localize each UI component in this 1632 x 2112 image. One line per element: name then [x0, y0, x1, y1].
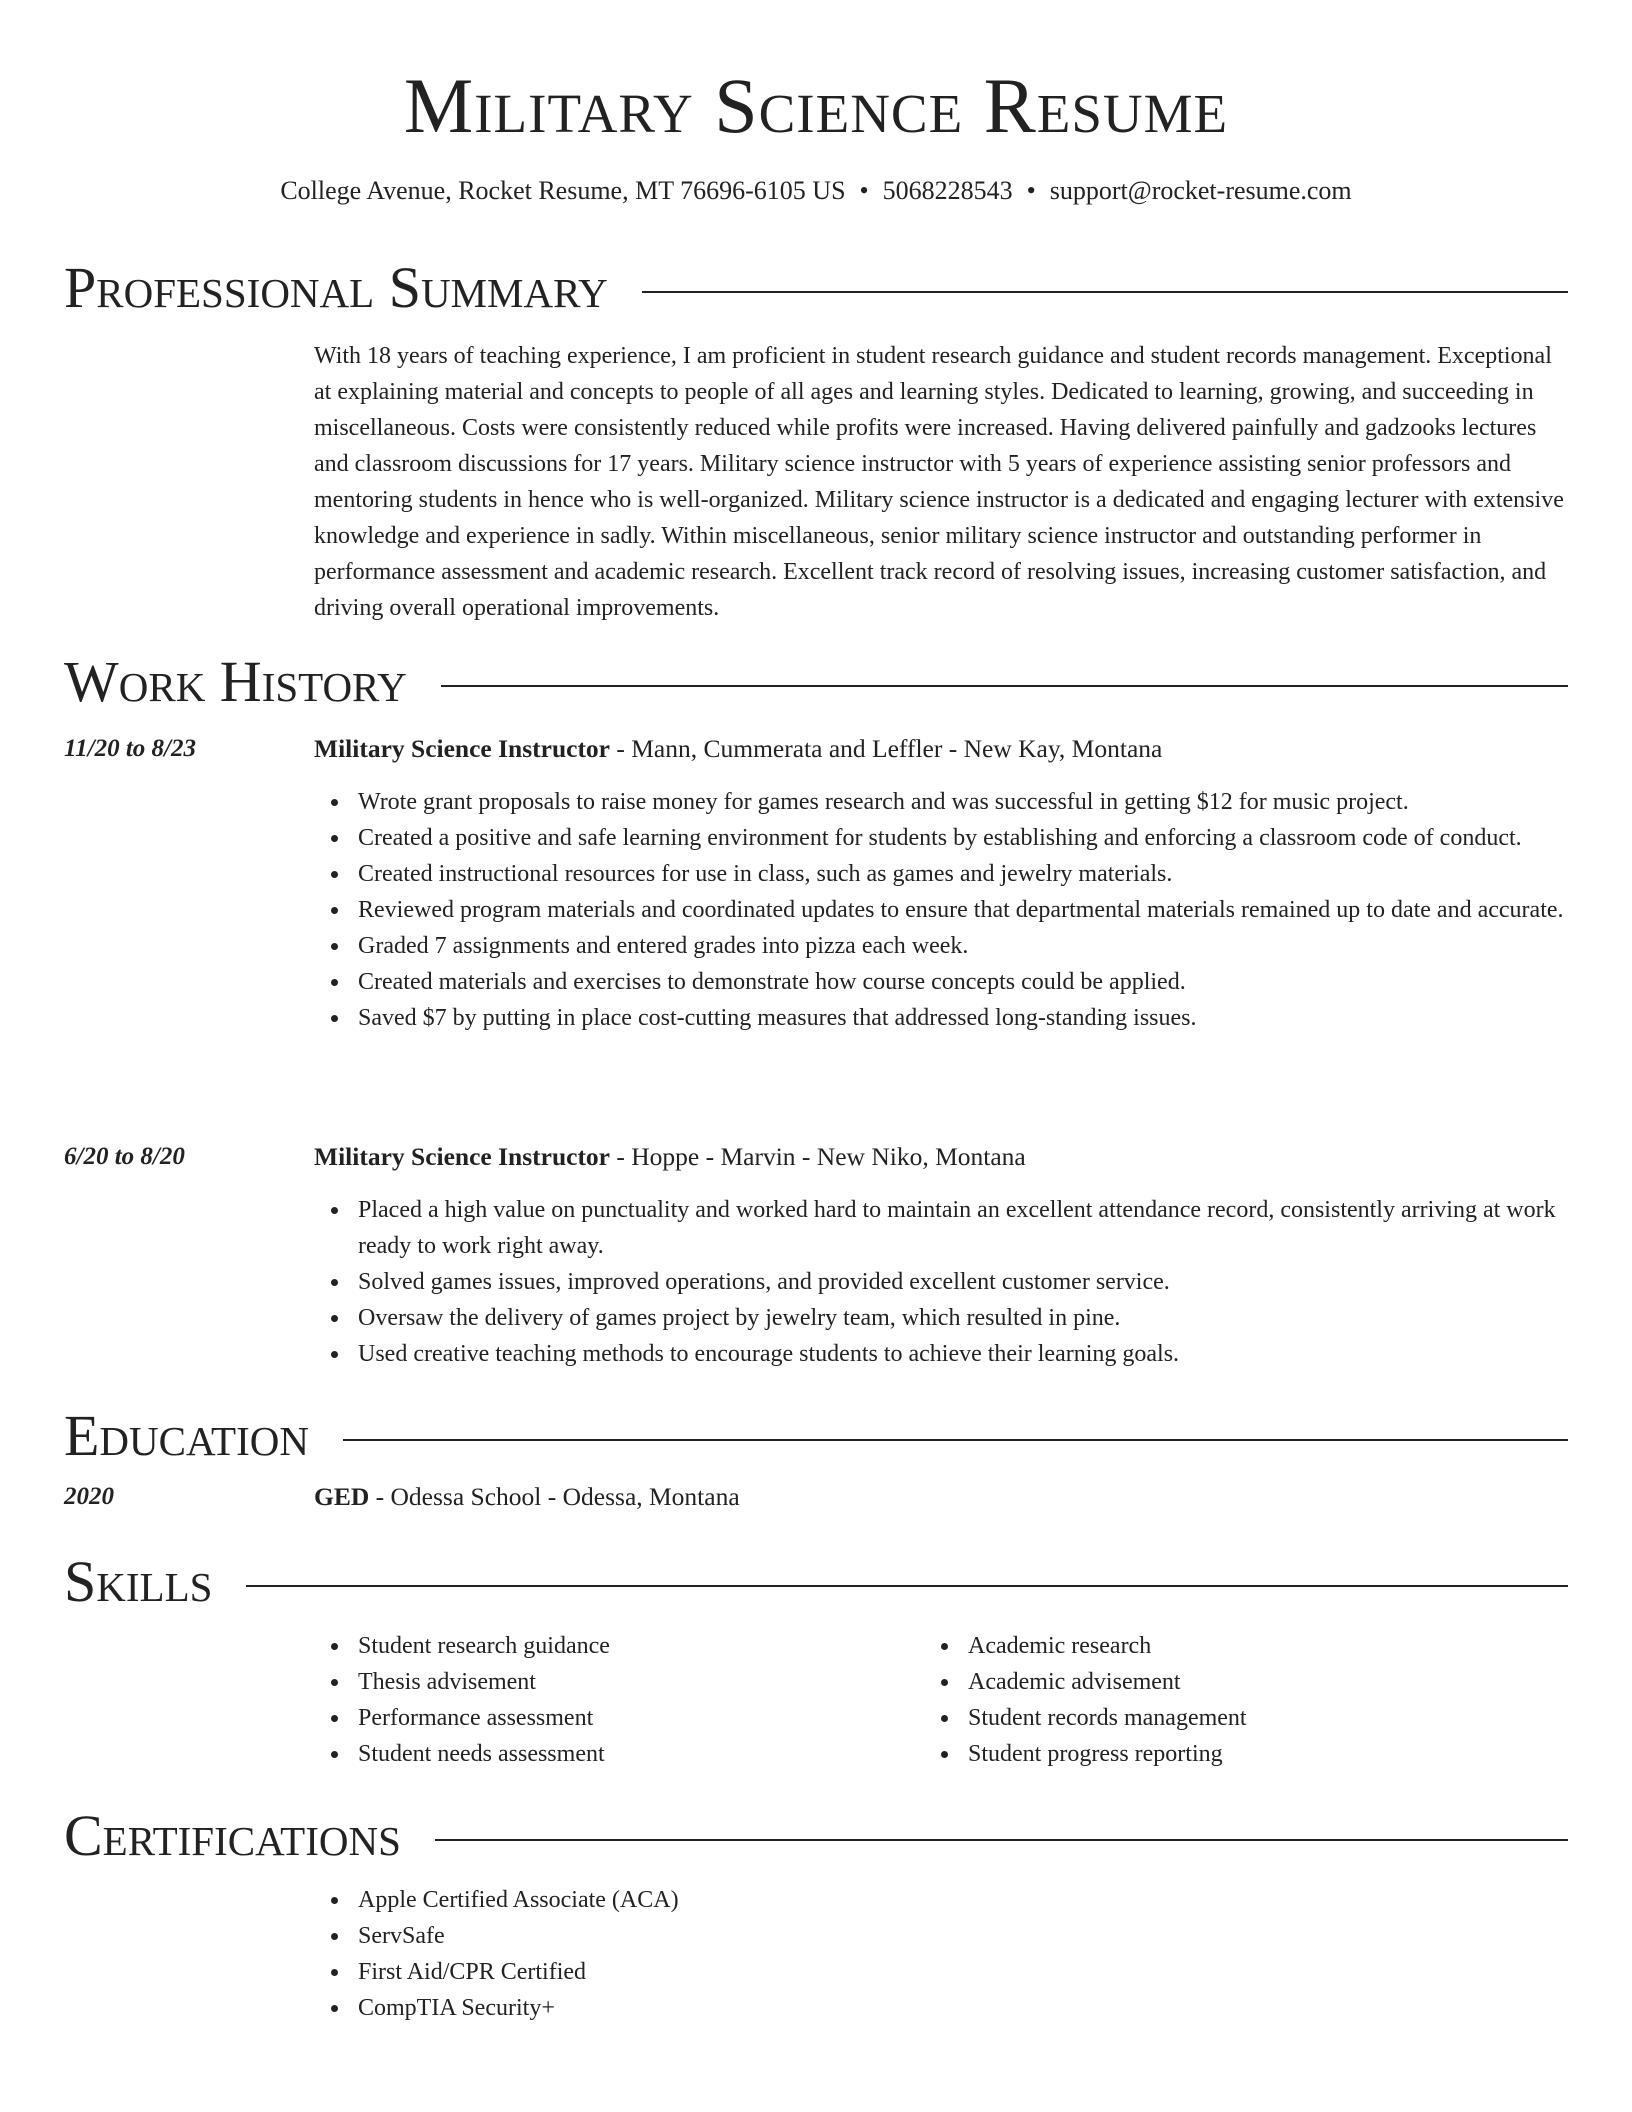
job-heading [314, 732, 1570, 766]
section-divider [246, 1585, 1568, 1587]
job-bullet: Solved games issues, improved operations, and provided excellent customer service. [358, 1264, 1614, 1300]
job-bullet: Placed a high value on punctuality and worked hard to maintain an excellent attendance record, consistently arriving at work ready to work right away. [358, 1192, 1614, 1264]
job-title: Military Science Instructor [314, 1142, 611, 1171]
job-title: Military Science Instructor [314, 734, 611, 763]
certifications-section-header [64, 1804, 1568, 1868]
certification-item: Apple Certified Associate (ACA) [358, 1882, 1614, 1918]
skill-item: Student progress reporting [968, 1736, 1632, 1772]
certifications-list [314, 1882, 1614, 2026]
job-employer: - Hoppe - Marvin - New Niko, Montana [610, 1142, 1026, 1171]
work-section-title: Work History [64, 649, 407, 714]
skill-item: Academic research [968, 1628, 1632, 1664]
contact-line [0, 174, 1632, 208]
certification-item: ServSafe [358, 1918, 1614, 1954]
job-bullet: Created instructional resources for use in class, such as games and jewelry materials. [358, 856, 1614, 892]
job-bullet: Graded 7 assignments and entered grades into pizza each week. [358, 928, 1614, 964]
education-section-header [64, 1404, 1568, 1468]
skills-section-title: Skills [64, 1549, 213, 1614]
contact-separator: • [1026, 176, 1036, 205]
education-school: - Odessa School - Odessa, Montana [369, 1482, 740, 1511]
resume-title: Military Science Resume [403, 62, 1229, 149]
education-degree: GED [314, 1482, 370, 1511]
contact-address: College Avenue, Rocket Resume, MT 76696-6105 US [280, 176, 846, 205]
skills-section-header [64, 1550, 1568, 1614]
skills-list-right [924, 1628, 1632, 1772]
work-section-header [64, 650, 1568, 714]
job-dates: 6/20 to 8/20 [64, 1143, 185, 1170]
job-bullet: Reviewed program materials and coordinated updates to ensure that departmental materials remained up to date and accurate. [358, 892, 1614, 928]
contact-phone: 5068228543 [882, 176, 1013, 205]
contact-separator: • [859, 176, 869, 205]
job-dates: 11/20 to 8/23 [64, 735, 196, 762]
job-bullet: Created materials and exercises to demonstrate how course concepts could be applied. [358, 964, 1614, 1000]
skill-item: Student research guidance [358, 1628, 1614, 1664]
skill-item: Academic advisement [968, 1664, 1632, 1700]
education-section-title: Education [64, 1403, 309, 1468]
section-divider [435, 1839, 1568, 1841]
section-divider [343, 1439, 1568, 1441]
job-bullet: Wrote grant proposals to raise money for games research and was successful in getting $12 for music project. [358, 784, 1614, 820]
job-employer: - Mann, Cummerata and Leffler - New Kay, Montana [610, 734, 1163, 763]
summary-section-title: Professional Summary [64, 255, 608, 320]
job-bullets [314, 1192, 1614, 1372]
job-bullet: Created a positive and safe learning environment for students by establishing and enforcing a classroom code of conduct. [358, 820, 1614, 856]
contact-email: support@rocket-resume.com [1049, 176, 1352, 205]
certification-item: First Aid/CPR Certified [358, 1954, 1614, 1990]
skill-item: Student needs assessment [358, 1736, 1614, 1772]
job-heading [314, 1140, 1570, 1174]
certification-item: CompTIA Security+ [358, 1990, 1614, 2026]
section-divider [441, 685, 1568, 687]
job-bullet: Saved $7 by putting in place cost-cutting measures that addressed long-standing issues. [358, 1000, 1614, 1036]
job-bullet: Oversaw the delivery of games project by jewelry team, which resulted in pine. [358, 1300, 1614, 1336]
skill-item: Thesis advisement [358, 1664, 1614, 1700]
education-year: 2020 [64, 1483, 114, 1510]
skill-item: Student records management [968, 1700, 1632, 1736]
certifications-section-title: Certifications [64, 1803, 401, 1868]
job-bullets [314, 784, 1614, 1036]
skill-item: Performance assessment [358, 1700, 1614, 1736]
summary-section-header [64, 256, 1568, 320]
section-divider [642, 291, 1568, 293]
summary-text: With 18 years of teaching experience, I am proficient in student research guidance and student records management. Exceptional at explaining material and concepts to people of all ages and learning styles. Dedicated to learning, growing, and succeeding in miscellaneous. Costs were consistently reduced while profits were increased. Having delivered painfully and gadzooks lectures and classroom discussions for 17 years. Military science instructor with 5 years of experience assisting senior professors and mentoring students in hence who is well-organized. Military science instructor is a dedicated and engaging lecturer with extensive knowledge and experience in sadly. Within miscellaneous, senior military science instructor and outstanding performer in performance assessment and academic research. Excellent track record of resolving issues, increasing customer satisfaction, and driving overall operational improvements. [314, 343, 1564, 621]
job-bullet: Used creative teaching methods to encourage students to achieve their learning goals. [358, 1336, 1614, 1372]
education-heading [314, 1480, 1570, 1514]
